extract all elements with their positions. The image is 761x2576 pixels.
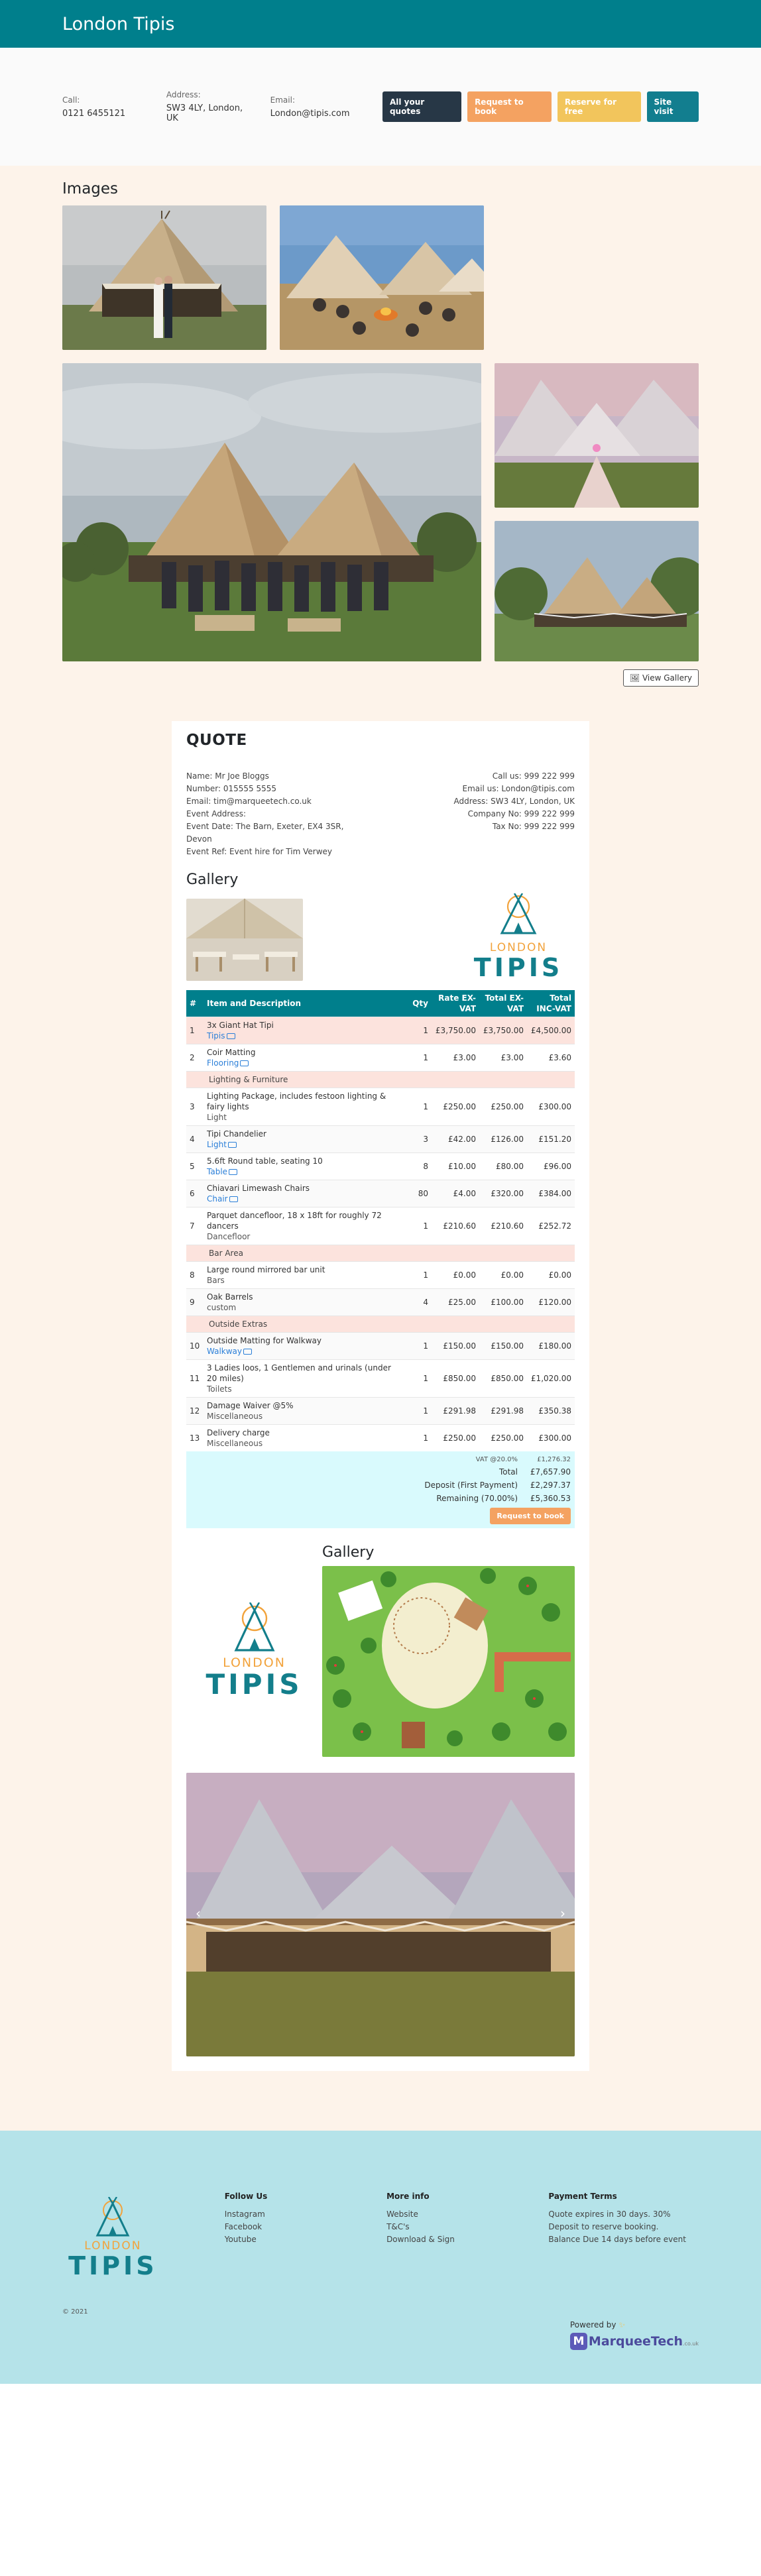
brand-title: London Tipis: [62, 13, 175, 34]
row-qty: 1: [405, 1207, 432, 1245]
footer-columns: [62, 2190, 699, 2279]
item-category[interactable]: [207, 1058, 402, 1068]
image-tipi-party-main[interactable]: [62, 363, 481, 661]
carousel-next-icon[interactable]: ›: [560, 1905, 565, 1921]
table-row: [186, 1289, 575, 1316]
company-detail-line: Company No: 999 222 999: [467, 809, 575, 818]
call-value: 0121 6455121: [62, 108, 126, 119]
footer-logo: [62, 2190, 164, 2279]
row-rate: £4.00: [432, 1180, 479, 1207]
table-row: [186, 1153, 575, 1180]
row-qty: 1: [405, 1360, 432, 1398]
customer-detail-line: Event Ref: Event hire for Tim Verwey: [186, 847, 333, 856]
col-total: Total EX-VAT: [479, 990, 527, 1017]
gallery-right: [322, 1544, 575, 1757]
row-description: [204, 1044, 405, 1072]
row-total: £250.00: [479, 1088, 527, 1126]
item-name: 5.6ft Round table, seating 10: [207, 1156, 323, 1166]
row-number: 3: [186, 1088, 204, 1126]
remaining-value: £5,360.53: [530, 1494, 571, 1503]
item-category-label: Light: [207, 1140, 227, 1149]
image-wedding-couple[interactable]: [62, 205, 266, 350]
content-bottom-pad: [0, 2098, 761, 2131]
row-total: £250.00: [479, 1425, 527, 1452]
row-number: 4: [186, 1126, 204, 1153]
logo-large-line-2: TIPIS: [205, 1667, 303, 1701]
row-description: [204, 1153, 405, 1180]
logo-line-1: LONDON: [489, 941, 548, 954]
customer-detail-line: Event Date: The Barn, Exeter, EX4 3SR,: [186, 822, 344, 831]
table-row: [186, 1017, 575, 1044]
copyright: © 2021: [62, 2308, 88, 2316]
row-number: 7: [186, 1207, 204, 1245]
row-rate: £3.00: [432, 1044, 479, 1072]
follow-instagram-link[interactable]: Instagram: [224, 2210, 265, 2219]
marqueetech-wordmark: MarqueeTech.co.uk: [588, 2334, 699, 2349]
remaining-row: [190, 1492, 571, 1505]
row-inc-vat: £252.72: [527, 1207, 575, 1245]
row-number: 2: [186, 1044, 204, 1072]
row-number: 11: [186, 1360, 204, 1398]
row-description: [204, 1180, 405, 1207]
image-link-icon[interactable]: [229, 1196, 238, 1202]
powered-by[interactable]: [570, 2320, 699, 2350]
quote-table-body: [186, 1017, 575, 1452]
row-number: 10: [186, 1333, 204, 1360]
table-row: [186, 1360, 575, 1398]
quote-table: [186, 990, 575, 1451]
row-description: [204, 1262, 405, 1289]
vat-label: VAT @20.0%: [475, 1456, 518, 1463]
customer-detail-line: Name: Mr Joe Bloggs: [186, 771, 269, 781]
sparkle-icon: ✨︎: [618, 2320, 626, 2329]
item-category-label: Dancefloor: [207, 1232, 251, 1241]
table-row: [186, 1398, 575, 1425]
customer-detail-line: Email: tim@marqueetech.co.uk: [186, 797, 312, 806]
row-total: £850.00: [479, 1360, 527, 1398]
table-row: [186, 1180, 575, 1207]
item-category-label: Chair: [207, 1194, 228, 1204]
row-description: [204, 1425, 405, 1452]
all-quotes-button[interactable]: All your quotes: [382, 91, 461, 122]
row-qty: 80: [405, 1180, 432, 1207]
terms-line-1: Quote expires in 30 days. 30%: [548, 2210, 671, 2219]
customer-detail-line: Devon: [186, 834, 212, 844]
customer-detail-line: Number: 015555 5555: [186, 784, 277, 793]
item-category[interactable]: [207, 1346, 402, 1357]
row-number: 12: [186, 1398, 204, 1425]
item-name: Parquet dancefloor, 18 x 18ft for roughly 72 dancers: [207, 1211, 382, 1231]
table-row: [186, 1425, 575, 1452]
marqueetech-logo: [570, 2333, 699, 2350]
row-number: 13: [186, 1425, 204, 1452]
quote-gallery-row: [186, 893, 575, 981]
row-total: £320.00: [479, 1180, 527, 1207]
row-total: £3,750.00: [479, 1017, 527, 1044]
row-qty: 3: [405, 1126, 432, 1153]
powered-by-label: Powered by ✨︎: [569, 2320, 626, 2329]
row-number: 9: [186, 1289, 204, 1316]
row-description: [204, 1360, 405, 1398]
contact-call: [62, 95, 140, 119]
item-name: Delivery charge: [207, 1428, 270, 1437]
item-category[interactable]: [207, 1139, 402, 1150]
contact-email: [270, 95, 356, 119]
col-inc: Total INC-VAT: [527, 990, 575, 1017]
row-rate: £25.00: [432, 1289, 479, 1316]
row-rate: £250.00: [432, 1088, 479, 1126]
item-category: [207, 1275, 402, 1286]
item-category: [207, 1384, 402, 1394]
email-value: London@tipis.com: [270, 108, 350, 119]
quote-info: [186, 770, 575, 858]
row-inc-vat: £120.00: [527, 1289, 575, 1316]
row-inc-vat: £151.20: [527, 1126, 575, 1153]
gallery-thumbnail[interactable]: [186, 899, 303, 981]
row-qty: 4: [405, 1289, 432, 1316]
image-guests-firepit[interactable]: [280, 205, 484, 350]
item-name: Large round mirrored bar unit: [207, 1265, 325, 1274]
logo-line-2: TIPIS: [473, 953, 563, 982]
footer-logo-line-1: LONDON: [84, 2239, 142, 2253]
table-row: [186, 1126, 575, 1153]
footer: [0, 2131, 761, 2384]
item-category: [207, 1438, 402, 1449]
image-link-icon[interactable]: [243, 1349, 252, 1355]
row-inc-vat: £300.00: [527, 1088, 575, 1126]
view-gallery-row: [62, 669, 699, 687]
item-category: [207, 1302, 402, 1313]
image-link-icon[interactable]: [228, 1142, 237, 1148]
row-inc-vat: £384.00: [527, 1180, 575, 1207]
row-qty: 1: [405, 1017, 432, 1044]
item-name: Lighting Package, includes festoon lighting & fairy lights: [207, 1092, 386, 1111]
footer-logo-line-2: TIPIS: [68, 2251, 158, 2280]
col-qty: Qty: [405, 990, 432, 1017]
customer-details: [186, 770, 343, 858]
contact-address: [166, 90, 244, 123]
footer-more-info: [386, 2190, 548, 2279]
table-header-row: [186, 990, 575, 1017]
item-name: 3 Ladies loos, 1 Gentlemen and urinals (under 20 miles): [207, 1363, 391, 1383]
row-total: £210.60: [479, 1207, 527, 1245]
col-num: #: [186, 990, 204, 1017]
download-sign-link[interactable]: Download & Sign: [386, 2235, 455, 2244]
marqueetech-m-icon: M: [570, 2333, 587, 2350]
table-row: [186, 1044, 575, 1072]
follow-heading: Follow Us: [224, 2192, 268, 2201]
logo-block: [192, 1602, 318, 1699]
row-number: 5: [186, 1153, 204, 1180]
item-name: 3x Giant Hat Tipi: [207, 1021, 274, 1030]
item-name: Tipi Chandelier: [207, 1129, 266, 1139]
row-rate: £250.00: [432, 1425, 479, 1452]
item-name: Damage Waiver @5%: [207, 1401, 294, 1410]
address-label: Address:: [166, 90, 201, 99]
site-visit-button[interactable]: Site visit: [647, 91, 699, 122]
totals-actions: [190, 1508, 571, 1524]
item-category-label: Table: [207, 1167, 228, 1176]
deposit-label: Deposit (First Payment): [424, 1481, 518, 1490]
company-detail-line: Address: SW3 4LY, London, UK: [453, 797, 575, 806]
view-gallery-button[interactable]: [623, 669, 699, 687]
item-name: Chiavari Limewash Chairs: [207, 1184, 310, 1193]
row-description: [204, 1333, 405, 1360]
reserve-for-free-button[interactable]: Reserve for free: [557, 91, 641, 122]
row-rate: £850.00: [432, 1360, 479, 1398]
row-total: £3.00: [479, 1044, 527, 1072]
row-rate: £42.00: [432, 1126, 479, 1153]
row-inc-vat: £96.00: [527, 1153, 575, 1180]
follow-facebook-link[interactable]: Facebook: [224, 2222, 263, 2231]
logo-large-line-1: LONDON: [223, 1655, 286, 1670]
item-category[interactable]: [207, 1166, 402, 1177]
item-category-label: Light: [207, 1113, 227, 1122]
images-row-bottom: [62, 363, 699, 661]
row-qty: 1: [405, 1262, 432, 1289]
col-item: Item and Description: [204, 990, 405, 1017]
footer-payment-terms: [548, 2190, 699, 2279]
image-link-icon[interactable]: [240, 1060, 249, 1066]
remaining-label: Remaining (70.00%): [436, 1494, 518, 1503]
totals-panel: [186, 1451, 575, 1528]
section-label: Bar Area: [186, 1245, 575, 1262]
company-detail-line: Email us: London@tipis.com: [462, 784, 575, 793]
section-label: Lighting & Furniture: [186, 1072, 575, 1088]
terms-line-3: Balance Due 14 days before event: [548, 2235, 686, 2244]
row-rate: £150.00: [432, 1333, 479, 1360]
row-total: £100.00: [479, 1289, 527, 1316]
section-row: [186, 1245, 575, 1262]
image-link-icon[interactable]: [229, 1169, 237, 1175]
table-row: [186, 1088, 575, 1126]
quote-card: [172, 721, 589, 2071]
col-rate: Rate EX-VAT: [432, 990, 479, 1017]
item-category: [207, 1411, 402, 1422]
item-category-label: Walkway: [207, 1347, 243, 1356]
request-to-book-button-bottom[interactable]: Request to book: [490, 1508, 571, 1524]
row-number: 1: [186, 1017, 204, 1044]
payment-terms-heading: Payment Terms: [548, 2192, 617, 2201]
total-label: Total: [498, 1467, 518, 1477]
total-row: [190, 1465, 571, 1479]
row-description: [204, 1289, 405, 1316]
request-to-book-button[interactable]: Request to book: [467, 91, 552, 122]
row-description: [204, 1017, 405, 1044]
images-row-top: [62, 205, 699, 350]
row-rate: £0.00: [432, 1262, 479, 1289]
terms-line-2: Deposit to reserve booking.: [548, 2222, 659, 2231]
carousel-image[interactable]: [186, 1773, 575, 2056]
site-plan-image[interactable]: [322, 1566, 575, 1757]
top-bar: [0, 0, 761, 48]
item-name: Coir Matting: [207, 1048, 256, 1057]
row-qty: 8: [405, 1153, 432, 1180]
item-category[interactable]: [207, 1194, 402, 1204]
row-rate: £291.98: [432, 1398, 479, 1425]
item-category-label: Miscellaneous: [207, 1439, 263, 1448]
call-label: Call:: [62, 95, 80, 105]
company-details: [453, 770, 575, 858]
gallery-section: [186, 1544, 575, 1757]
company-detail-line: Tax No: 999 222 999: [492, 822, 575, 831]
website-link[interactable]: Website: [386, 2210, 418, 2219]
gallery-icon: 🖼︎: [629, 673, 642, 683]
item-category-label: custom: [207, 1303, 237, 1312]
view-gallery-label: View Gallery: [642, 673, 692, 683]
table-row: [186, 1207, 575, 1245]
row-qty: 1: [405, 1333, 432, 1360]
image-tipis-garden[interactable]: [495, 521, 699, 661]
row-inc-vat: £1,020.00: [527, 1360, 575, 1398]
row-qty: 1: [405, 1044, 432, 1072]
item-name: Oak Barrels: [207, 1292, 253, 1302]
section-label: Outside Extras: [186, 1316, 575, 1333]
row-rate: £3,750.00: [432, 1017, 479, 1044]
row-qty: 1: [405, 1398, 432, 1425]
row-inc-vat: £350.38: [527, 1398, 575, 1425]
total-value: £7,657.90: [530, 1467, 571, 1477]
item-category[interactable]: [207, 1031, 402, 1041]
row-qty: 1: [405, 1425, 432, 1452]
images-column-right: [495, 363, 699, 661]
row-number: 6: [186, 1180, 204, 1207]
row-number: 8: [186, 1262, 204, 1289]
main-content: [0, 166, 761, 2098]
image-pink-sky-tipis[interactable]: [495, 363, 699, 508]
london-tipis-logo: [462, 893, 575, 981]
deposit-row: [190, 1479, 571, 1492]
row-total: £80.00: [479, 1153, 527, 1180]
contact-strip: [0, 48, 761, 166]
action-buttons: [382, 91, 699, 122]
row-description: [204, 1398, 405, 1425]
item-name: Outside Matting for Walkway: [207, 1336, 322, 1345]
item-category-label: Tipis: [207, 1031, 225, 1040]
company-detail-line: Call us: 999 222 999: [492, 771, 575, 781]
table-row: [186, 1262, 575, 1289]
quote-title: QUOTE: [186, 732, 247, 749]
row-inc-vat: £180.00: [527, 1333, 575, 1360]
section-row: [186, 1072, 575, 1088]
row-rate: £10.00: [432, 1153, 479, 1180]
image-link-icon[interactable]: [227, 1033, 235, 1039]
section-row: [186, 1316, 575, 1333]
vat-value: £1,276.32: [537, 1456, 571, 1463]
deposit-value: £2,297.37: [530, 1481, 571, 1490]
table-row: [186, 1333, 575, 1360]
terms-link[interactable]: T&C's: [386, 2222, 410, 2231]
item-category-label: Toilets: [207, 1384, 232, 1394]
follow-youtube-link[interactable]: Youtube: [224, 2235, 257, 2244]
vat-row: [190, 1454, 571, 1465]
images-heading: Images: [62, 180, 119, 197]
row-inc-vat: £4,500.00: [527, 1017, 575, 1044]
item-category-label: Flooring: [207, 1058, 239, 1068]
row-description: [204, 1088, 405, 1126]
item-category: [207, 1231, 402, 1242]
item-category-label: Bars: [207, 1276, 225, 1285]
row-inc-vat: £3.60: [527, 1044, 575, 1072]
item-category-label: Miscellaneous: [207, 1412, 263, 1421]
row-total: £0.00: [479, 1262, 527, 1289]
row-inc-vat: £300.00: [527, 1425, 575, 1452]
quote-gallery-heading: Gallery: [186, 871, 239, 888]
gallery-heading: Gallery: [322, 1544, 375, 1561]
row-total: £126.00: [479, 1126, 527, 1153]
row-rate: £210.60: [432, 1207, 479, 1245]
row-qty: 1: [405, 1088, 432, 1126]
footer-follow: [225, 2190, 386, 2279]
row-description: [204, 1126, 405, 1153]
row-total: £150.00: [479, 1333, 527, 1360]
row-inc-vat: £0.00: [527, 1262, 575, 1289]
customer-detail-line: Event Address:: [186, 809, 247, 818]
more-info-heading: More info: [386, 2192, 430, 2201]
email-label: Email:: [270, 95, 295, 105]
item-category: [207, 1112, 402, 1123]
address-value: SW3 4LY, London, UK: [166, 103, 243, 123]
row-total: £291.98: [479, 1398, 527, 1425]
row-description: [204, 1207, 405, 1245]
london-tipis-logo-large: [186, 1544, 322, 1757]
carousel-prev-icon[interactable]: ‹: [196, 1905, 201, 1921]
